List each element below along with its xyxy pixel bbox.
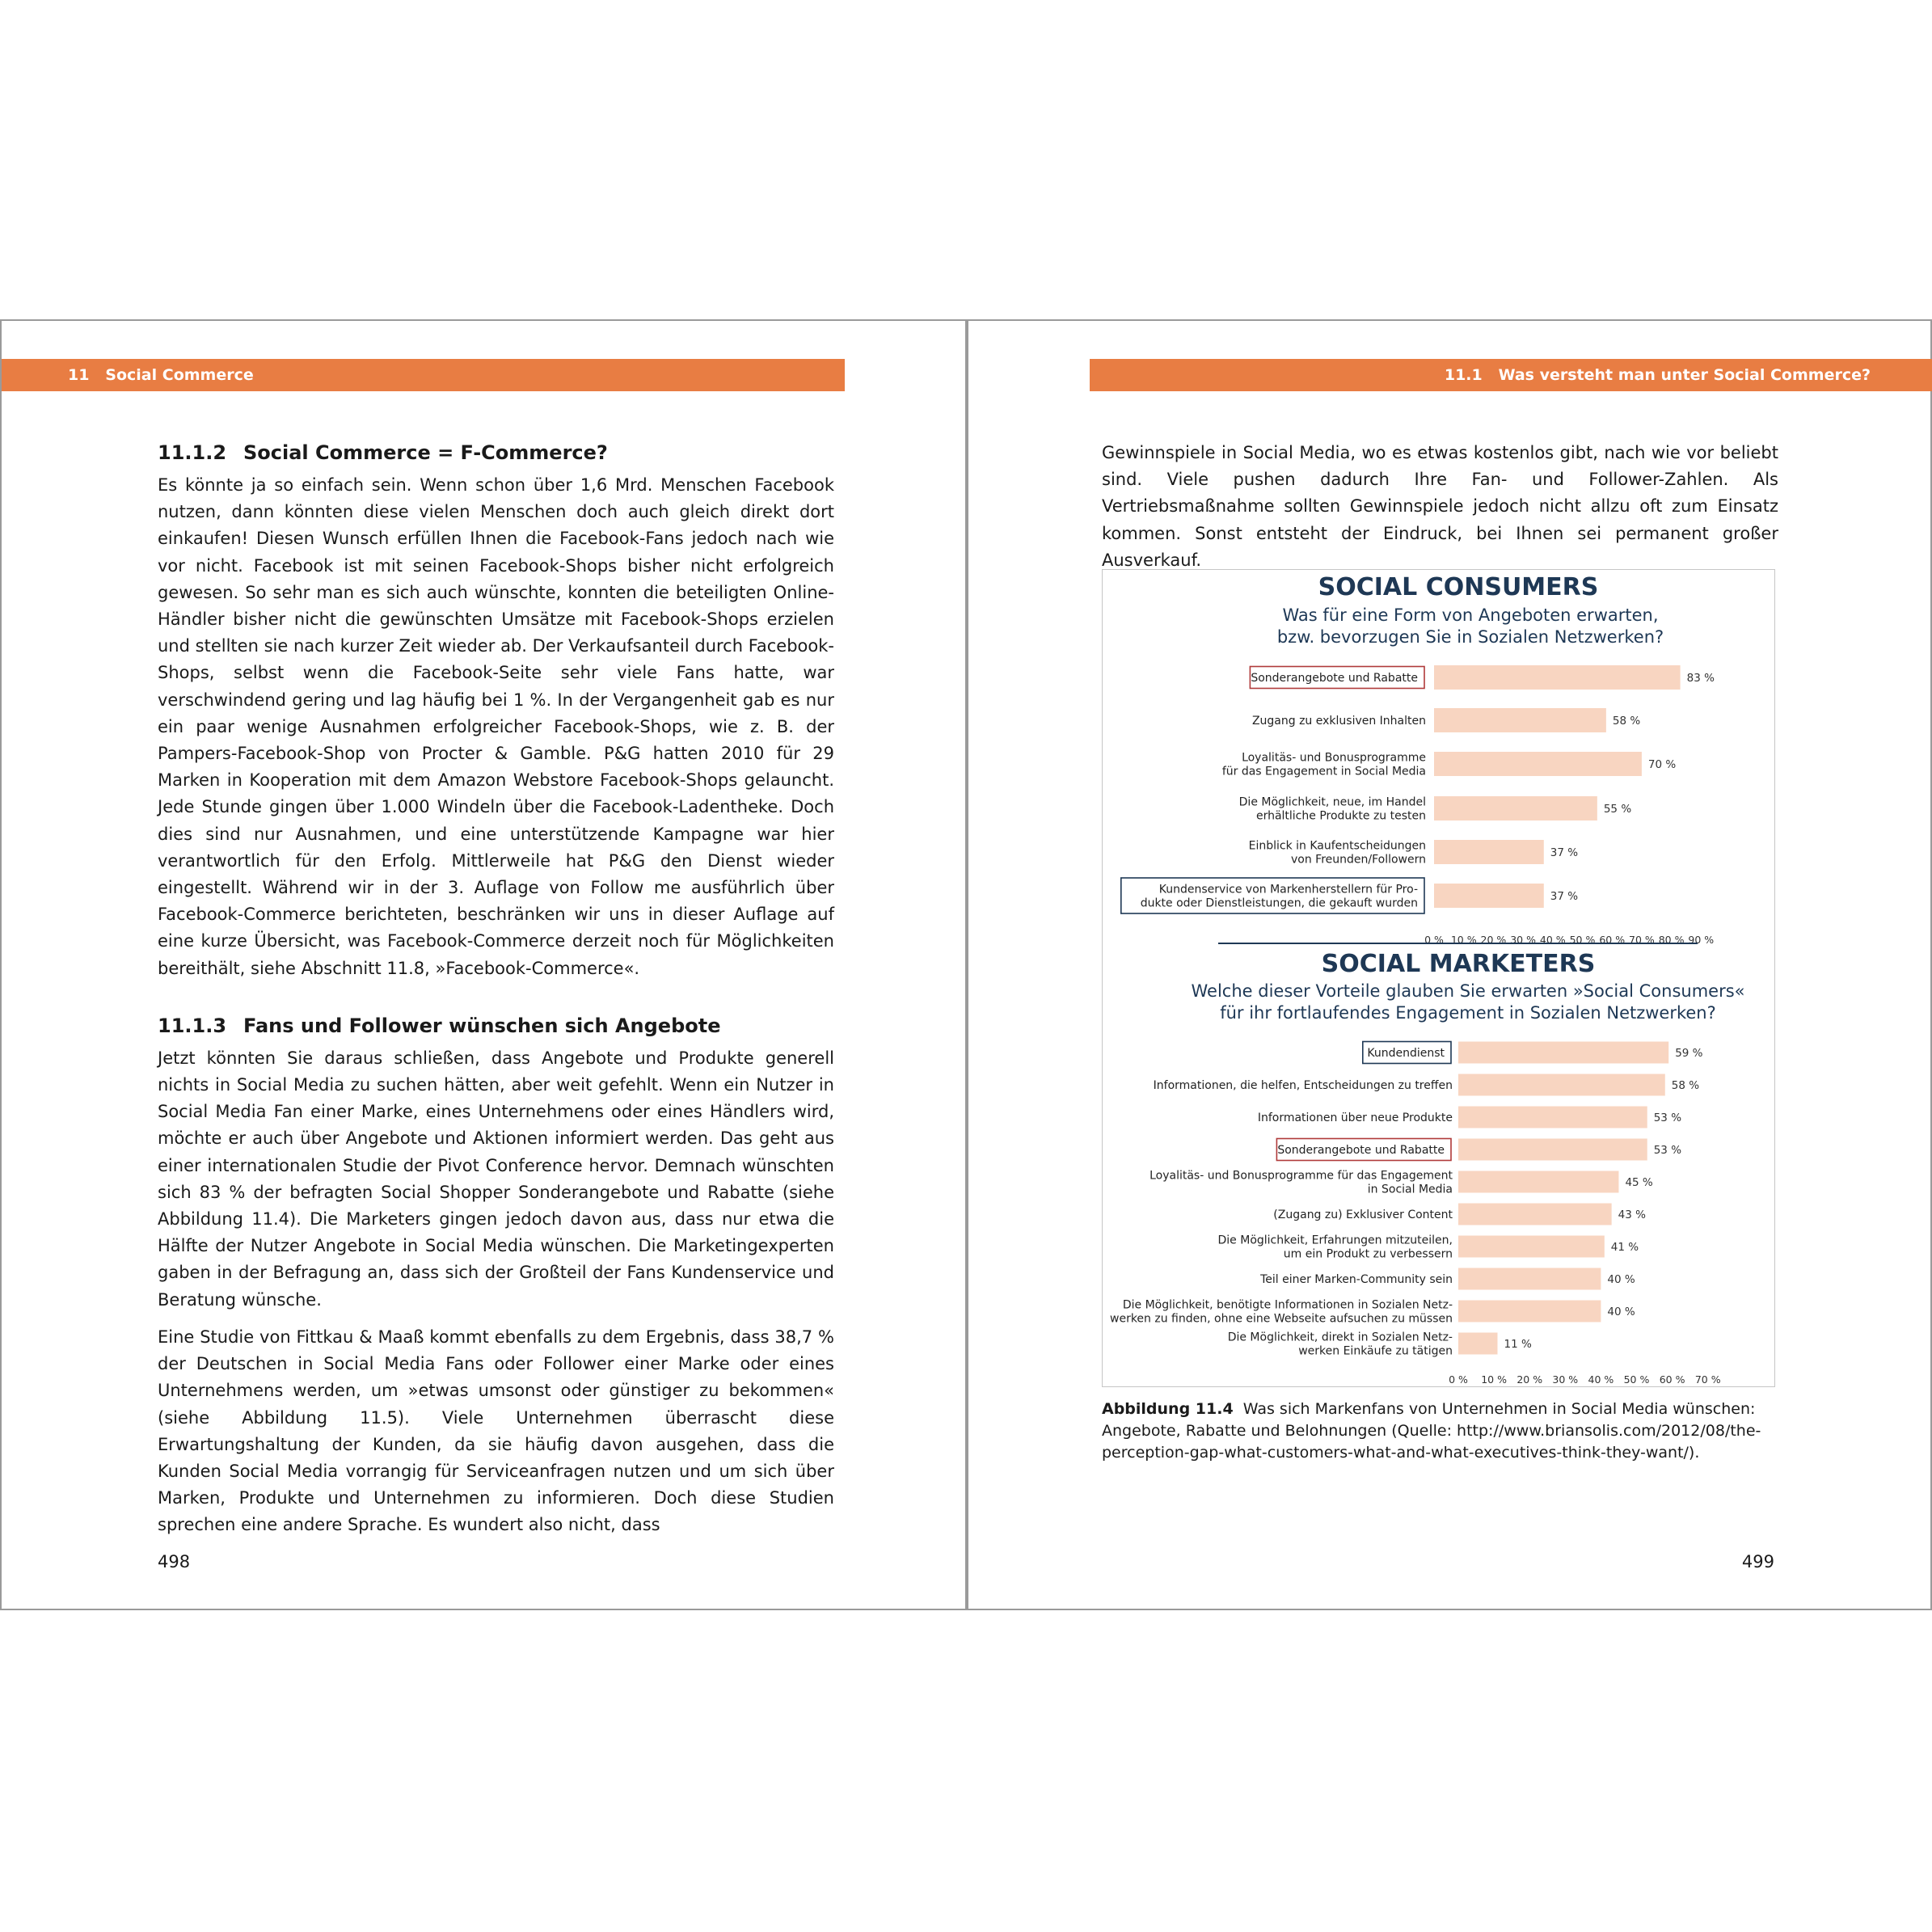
running-head-bar xyxy=(1090,359,1932,391)
axis-tick-label: 40 % xyxy=(1588,1373,1614,1386)
chart-subtitle: Was für eine Form von Angeboten erwarten, xyxy=(1282,605,1659,625)
chart-subtitle: für ihr fortlaufendes Engagement in Sozialen Netzwerken? xyxy=(1220,1003,1716,1023)
bar-value-label: 40 % xyxy=(1607,1273,1635,1286)
right-content xyxy=(1102,440,1778,574)
category-label: Die Möglichkeit, Erfahrungen mitzuteilen, xyxy=(1217,1234,1453,1247)
bar-value-label: 37 % xyxy=(1550,890,1579,903)
bar xyxy=(1458,1074,1665,1096)
category-label: Die Möglichkeit, direkt in Sozialen Netz- xyxy=(1227,1331,1453,1344)
left-content xyxy=(158,440,834,1539)
bar xyxy=(1434,665,1681,690)
figure xyxy=(1102,569,1775,1387)
category-label: werken zu finden, ohne eine Webseite aufsuchen zu müssen xyxy=(1110,1312,1453,1326)
bar-value-label: 37 % xyxy=(1550,846,1579,859)
axis-tick-label: 10 % xyxy=(1450,934,1477,946)
category-label: Informationen über neue Produkte xyxy=(1257,1112,1453,1124)
axis-tick-label: 60 % xyxy=(1659,1373,1685,1386)
bar xyxy=(1434,752,1642,776)
bar-value-label: 41 % xyxy=(1610,1241,1639,1254)
bar xyxy=(1458,1268,1601,1290)
right-page xyxy=(967,319,1932,1610)
left-page xyxy=(0,319,967,1610)
page-number: 498 xyxy=(158,1552,191,1571)
axis-tick-label: 0 % xyxy=(1449,1373,1468,1386)
axis-tick-label: 80 % xyxy=(1658,934,1685,946)
bar xyxy=(1458,1139,1647,1161)
bar-value-label: 70 % xyxy=(1647,758,1677,771)
category-label: Sonderangebote und Rabatte xyxy=(1277,1144,1445,1157)
axis-tick-label: 20 % xyxy=(1516,1373,1543,1386)
category-label: in Social Media xyxy=(1367,1183,1453,1196)
category-label: erhältliche Produkte zu testen xyxy=(1255,809,1426,823)
category-label: (Zugang zu) Exklusiver Content xyxy=(1273,1209,1453,1221)
category-label: Loyalitäs- und Bonusprogramme xyxy=(1242,751,1426,765)
section-number: 11.1.3 xyxy=(158,1014,227,1037)
bar-value-label: 45 % xyxy=(1625,1176,1653,1189)
bar xyxy=(1434,884,1544,908)
chart-title: SOCIAL CONSUMERS xyxy=(1318,573,1599,601)
section-heading xyxy=(158,1013,834,1039)
body-paragraph: Jetzt könnten Sie daraus schließen, dass Angebote und Produkte generell nichts in Social Media zu suchen hätten, aber weit gefehlt. Wenn ein Nutzer in Social Media Fan einer Marke, eines Unternehmens oder eines Händlers wird, möchte er auch über Angebote und Aktionen informiert werden. Das geht aus einer internationalen Studie der Pivot Conference hervor. Demnach wünschten sich 83 % der befragten Social Shopper Sonderangebote und Rabatte (siehe Abbildung 11.4). Die Marketers gingen jedoch davon aus, dass nur etwa die Hälfte der Nutzer Angebote in Social Media wünschen. Die Marketingexperten gaben in der Befragung an, dass sich der Großteil der Fans Kundenservice und Beratung wünsche. xyxy=(158,1048,834,1310)
body-paragraph: Gewinnspiele in Social Media, wo es etwas kostenlos gibt, nach wie vor beliebt sind. Viele pushen dadurch Ihre Fan- und Follower-Zahlen. Als Vertriebsmaßnahme sollten Gewinnspiele jedoch nicht allzu oft zum Einsatz kommen. Sonst entsteht der Eindruck, bei Ihnen sei permanent großer Ausverkauf. xyxy=(1102,443,1778,570)
body-paragraph: Es könnte ja so einfach sein. Wenn schon über 1,6 Mrd. Menschen Facebook nutzen, dann könnten diese vielen Menschen doch auch gleich direkt dort einkaufen! Diesen Wunsch erfüllen Ihnen die Facebook-Fans jedoch nach wie vor nicht. Facebook ist mit seinen Facebook-Shops bisher nicht erfolgreich gewesen. So sehr man es sich auch wünschte, konnten die beteiligten Online-Händler bisher nicht die gewünschten Umsätze mit Facebook-Shops erzielen und stellten sie nach kurzer Zeit wieder ab. Der Verkaufsanteil durch Facebook-Shops, selbst wenn die Facebook-Seite sehr viele Fans hatte, war verschwindend gering und lag häufig bei 1 %. In der Vergangenheit gab es nur ein paar wenige Ausnahmen erfolgreicher Facebook-Shops, wie z. B. der Pampers-Facebook-Shop von Procter & Gamble. P&G hatten 2010 für 29 Marken in Kooperation mit dem Amazon Webstore Facebook-Shops gelauncht. Jede Stunde gingen über 1.000 Windeln über die Facebook-Ladentheke. Doch dies sind nur Ausnahmen, und eine unterstützende Kampagne war hier verantwortlich für den Erfolg. Mittlerweile hat P&G den Dienst wieder eingestellt. Während wir in der 3. Auflage von Follow me ausführlich über Facebook-Commerce berichteten, beschränken wir uns in dieser Auflage auf eine kurze Übersicht, was Facebook-Commerce derzeit noch für Möglichkeiten bereithält, siehe Abschnitt 11.8, »Facebook-Commerce«. xyxy=(158,475,834,978)
category-label: Die Möglichkeit, neue, im Handel xyxy=(1238,795,1426,809)
category-label: von Freunden/Followern xyxy=(1290,853,1426,867)
axis-tick-label: 10 % xyxy=(1481,1373,1507,1386)
bar xyxy=(1458,1171,1618,1193)
axis-tick-label: 70 % xyxy=(1694,1373,1721,1386)
category-label: Zugang zu exklusiven Inhalten xyxy=(1251,715,1426,728)
bar xyxy=(1434,708,1606,732)
bar-value-label: 58 % xyxy=(1671,1079,1700,1092)
chart-subtitle: bzw. bevorzugen Sie in Sozialen Netzwerken? xyxy=(1276,627,1664,647)
bar-value-label: 59 % xyxy=(1675,1047,1703,1060)
category-label: Teil einer Marken-Community sein xyxy=(1260,1273,1453,1286)
axis-tick-label: 50 % xyxy=(1569,934,1596,946)
category-label: Kundendienst xyxy=(1367,1047,1445,1060)
bar xyxy=(1458,1301,1601,1322)
bar-value-label: 58 % xyxy=(1612,715,1641,728)
bar xyxy=(1458,1204,1612,1225)
section-title: Social Commerce = F-Commerce? xyxy=(243,441,608,464)
bar xyxy=(1458,1236,1605,1258)
bar xyxy=(1458,1042,1668,1064)
running-head: 11 Social Commerce xyxy=(68,366,254,384)
figure-caption xyxy=(1102,1398,1781,1464)
category-label: um ein Produkt zu verbessern xyxy=(1283,1247,1453,1261)
bar-value-label: 43 % xyxy=(1618,1209,1646,1221)
axis-tick-label: 30 % xyxy=(1552,1373,1579,1386)
category-label: für das Engagement in Social Media xyxy=(1221,765,1426,778)
category-label: dukte oder Dienstleistungen, die gekauft wurden xyxy=(1140,896,1418,910)
bar-value-label: 55 % xyxy=(1603,803,1632,816)
bar-value-label: 53 % xyxy=(1653,1112,1682,1124)
section-title: Fans und Follower wünschen sich Angebote xyxy=(243,1014,721,1037)
category-label: Einblick in Kaufentscheidungen xyxy=(1248,839,1426,853)
bar-value-label: 83 % xyxy=(1686,672,1715,685)
category-label: Die Möglichkeit, benötigte Informationen in Sozialen Netz- xyxy=(1122,1298,1453,1312)
category-label: Sonderangebote und Rabatte xyxy=(1251,672,1418,685)
axis-tick-label: 60 % xyxy=(1599,934,1626,946)
axis-tick-label: 20 % xyxy=(1480,934,1507,946)
body-paragraph: Eine Studie von Fittkau & Maaß kommt ebenfalls zu dem Ergebnis, dass 38,7 % der Deutschen in Social Media Fans oder Follower einer Marke oder eines Unternehmens werden, um »etwas umsonst oder günstiger zu bekommen« (siehe Abbildung 11.5). Viele Unternehmen überrascht diese Erwartungshaltung der Kunden, da sie häufig davon ausgehen, dass die Kunden Social Media vorrangig für Serviceanfragen nutzen und um sich über Marken, Produkte und Unternehmen zu informieren. Doch diese Studien sprechen eine andere Sprache. Es wundert also nicht, dass xyxy=(158,1327,834,1535)
axis-tick-label: 70 % xyxy=(1629,934,1655,946)
bar xyxy=(1434,840,1544,864)
running-head-bar xyxy=(2,359,845,391)
chart-title: SOCIAL MARKETERS xyxy=(1321,950,1596,978)
chart xyxy=(1103,570,1774,1386)
axis-tick-label: 40 % xyxy=(1539,934,1566,946)
caption-label: Abbildung 11.4 xyxy=(1102,1400,1234,1418)
bar-value-label: 40 % xyxy=(1607,1306,1635,1318)
category-label: Informationen, die helfen, Entscheidungen zu treffen xyxy=(1153,1079,1453,1092)
category-label: werken Einkäufe zu tätigen xyxy=(1298,1344,1453,1358)
axis-tick-label: 90 % xyxy=(1688,934,1715,946)
page-number: 499 xyxy=(1741,1552,1774,1571)
bar xyxy=(1458,1107,1647,1128)
category-label: Kundenservice von Markenherstellern für Pro- xyxy=(1158,883,1418,896)
section-number: 11.1.2 xyxy=(158,441,227,464)
axis-tick-label: 0 % xyxy=(1424,934,1444,946)
category-label: Loyalitäs- und Bonusprogramme für das Engagement xyxy=(1149,1169,1453,1183)
bar xyxy=(1434,796,1597,820)
bar-value-label: 53 % xyxy=(1653,1144,1682,1157)
axis-tick-label: 50 % xyxy=(1623,1373,1650,1386)
running-head: 11.1 Was versteht man unter Social Commerce? xyxy=(1444,366,1871,384)
bar-value-label: 11 % xyxy=(1504,1338,1532,1351)
caption-text: Was sich Markenfans von Unternehmen in Social Media wünschen: Angebote, Rabatte und Belohnungen (Quelle: http://www.briansolis.com/2012/08/the-perception-gap-what-customers-what-and-what-executives-think-they-want/). xyxy=(1102,1400,1761,1462)
axis-tick-label: 30 % xyxy=(1510,934,1536,946)
chart-subtitle: Welche dieser Vorteile glauben Sie erwarten »Social Consumers« xyxy=(1191,981,1745,1001)
section-heading xyxy=(158,440,834,466)
bar xyxy=(1458,1333,1498,1355)
